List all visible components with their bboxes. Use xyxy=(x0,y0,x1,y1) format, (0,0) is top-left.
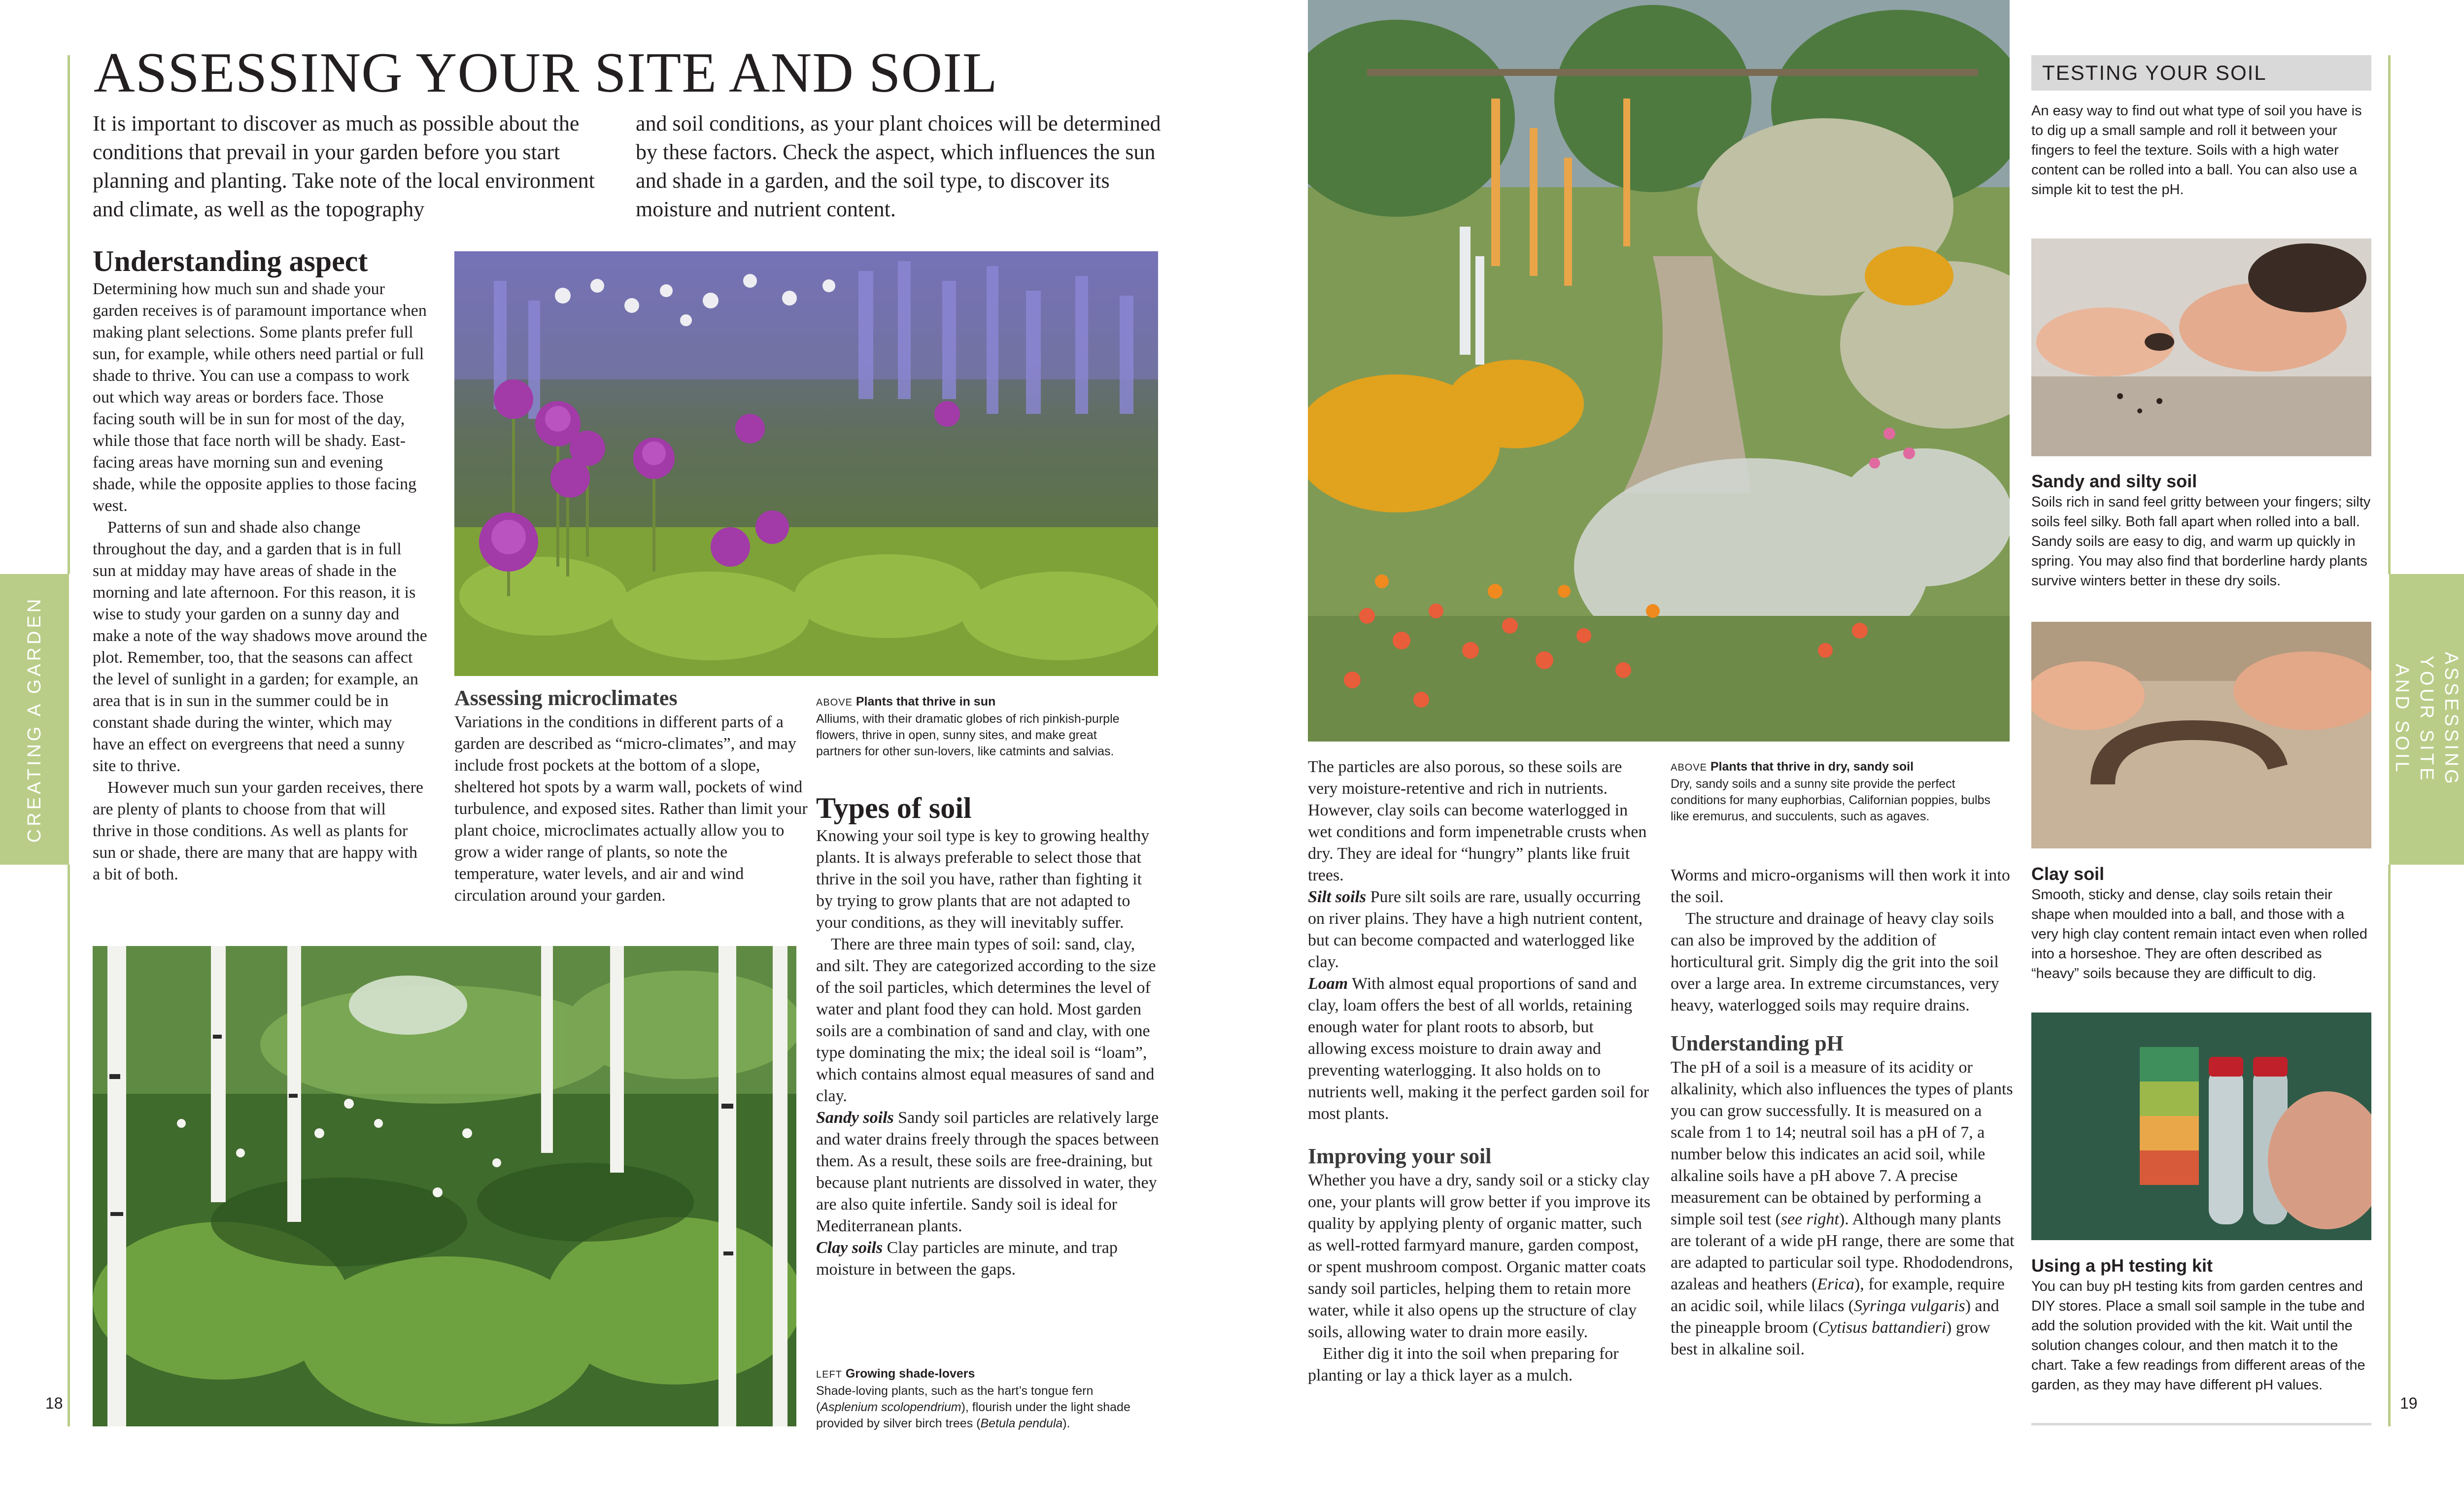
panel-bottom-rule xyxy=(2031,1423,2371,1425)
caption-text: Shade-loving plants, such as the hart’s tongue fern ( xyxy=(816,1384,1094,1414)
photo-clay-soil-horseshoe xyxy=(2031,622,2371,848)
aspect-heading: Understanding aspect xyxy=(93,245,368,277)
soil-paragraph-1: Knowing your soil type is key to growing healthy plants. It is always preferable to select those that thrive in the soil you have, rather than fighting it by trying to grow plants that are not adapted to your conditions, as they will inevitably suffer. xyxy=(816,827,1150,932)
caption-latin-name: Asplenium scolopendrium xyxy=(820,1400,961,1414)
panel-heading: TESTING YOUR SOIL xyxy=(2031,55,2371,91)
panel-clay-heading: Clay soil xyxy=(2031,864,2105,884)
section-tab-assessing-site-and-soil xyxy=(2389,574,2464,865)
silt-soils-term: Silt soils xyxy=(1308,888,1367,906)
loam-text: With almost equal proportions of sand and clay, loam offers the best of all worlds, retaining enough water for plant roots to absorb, but allowing excess moisture to drain away and preventing waterlogging. It also holds on to nutrients well, making it the perfect garden soil for most plants. xyxy=(1308,975,1649,1123)
caption-text: Alliums, with their dramatic globes of rich pinkish-purple flowers, thrive in open, sunny sites, and make great partners for other sun-lovers, like catmints and salvias. xyxy=(816,712,1120,758)
caption-title: Plants that thrive in dry, sandy soil xyxy=(1710,760,1914,774)
drainage-paragraph-2: The structure and drainage of heavy clay soils can also be improved by the addition of horticultural grit. Simply dig the grit into the soil over a large area. In extreme circumstances, very heavy, waterlogged soils may require drains. xyxy=(1671,910,1999,1014)
margin-rule xyxy=(68,865,70,1426)
page-number-right: 19 xyxy=(2400,1394,2418,1412)
photo-ph-testing-kit xyxy=(2031,1013,2371,1240)
loam-paragraph xyxy=(1308,973,1653,1125)
soil-paragraph-2: There are three main types of soil: sand, clay, and silt. They are categorized according to the size of the soil particles, which determines the level of water and plant food they can hold. Most garden soils are a combination of sand and clay, with one type dominating the mix; the ideal soil is “loam”, which contains almost equal measures of sand and clay. xyxy=(816,935,1156,1105)
section-tab-label: CREATING A GARDEN xyxy=(24,596,45,843)
aspect-body xyxy=(93,278,428,885)
sandy-soils-paragraph xyxy=(816,1107,1161,1237)
photo-sandy-soil-hands xyxy=(2031,238,2371,456)
dry-garden-illustration xyxy=(1308,0,2010,742)
types-of-soil-body xyxy=(816,825,1161,1281)
caption-dry-sandy-soil xyxy=(1671,759,2006,825)
caption-text: Dry, sandy soils and a sunny site provide the perfect conditions for many euphorbias, Californian poppies, bulbs like eremurus, and succulents, such as agaves. xyxy=(1671,777,1990,823)
caption-tag: ABOVE xyxy=(816,697,853,708)
soil-types-continued xyxy=(1308,756,1653,1125)
sandy-soils-text: Sandy soil particles are relatively large and water drains freely through the spaces between them. As a result, these soils are free-draining, but because plant nutrients are dissolved in water, they are also quite infertile. Sandy soil is ideal for Mediterranean plants. xyxy=(816,1109,1159,1235)
right-column-2 xyxy=(1671,865,2016,1360)
panel-sandy-text: Soils rich in sand feel gritty between your fingers; silty soils feel silky. Both fall apart when rolled into a ball. Sandy soils are easy to dig, and warm up quickly in spring. You may also find that borderline hardy plants survive winters better in these dry soils. xyxy=(2031,494,2371,589)
section-tab-creating-a-garden xyxy=(0,574,69,865)
types-of-soil-heading: Types of soil xyxy=(816,792,972,824)
caption-latin-name: Betula pendula xyxy=(980,1417,1063,1430)
panel-clay-text: Smooth, sticky and dense, clay soils retain their shape when moulded into a ball, and those with a very high clay content remain intact even when rolled into a horseshoe. They are often described as “heavy” soils because they are difficult to dig. xyxy=(2031,887,2367,981)
types-of-soil-section xyxy=(816,791,1161,1281)
loam-term: Loam xyxy=(1308,975,1348,993)
panel-sandy-section xyxy=(2031,471,2371,591)
sandy-soils-term: Sandy soils xyxy=(816,1109,894,1127)
photo-dry-sandy-soil-garden xyxy=(1308,0,2010,742)
ph-latin-name: Syringa vulgaris xyxy=(1854,1297,1965,1315)
panel-intro: An easy way to find out what type of soil you have is to dig up a small sample and roll it between your fingers to feel the texture. Soils with a high water content can be rolled into a ball. You can also use a simple kit to test the pH. xyxy=(2031,103,2362,198)
caption-tag: LEFT xyxy=(816,1369,842,1380)
silt-soils-text: Pure silt soils are rare, usually occurring on river plains. They have a high nutrient content, but can become compacted and waterlogged like clay. xyxy=(1308,888,1643,971)
drainage-body xyxy=(1671,865,2016,1016)
improving-soil-heading: Improving your soil xyxy=(1308,1144,1492,1168)
panel-ph-heading: Using a pH testing kit xyxy=(2031,1255,2213,1276)
ph-kit-illustration xyxy=(2031,1013,2371,1240)
caption-plants-in-sun xyxy=(816,694,1141,760)
clay-soils-text: Clay particles are minute, and trap moisture in between the gaps. xyxy=(816,1239,1118,1279)
ph-text: ). Although many plants are tolerant of a wide pH range, there are some that are adapted to particular soil type. Rhododendrons, azaleas and heathers ( xyxy=(1671,1210,2015,1293)
silt-soils-paragraph xyxy=(1308,886,1653,973)
clay-soils-paragraph xyxy=(816,1237,1161,1281)
ph-latin-name: Erica xyxy=(1817,1275,1854,1293)
caption-text: ), flourish under the light shade provided by silver birch trees ( xyxy=(816,1400,1130,1430)
margin-rule xyxy=(2388,865,2391,1426)
caption-text: ). xyxy=(1062,1417,1070,1430)
sandy-soil-illustration xyxy=(2031,238,2371,456)
clay-continued-paragraph: The particles are also porous, so these soils are very moisture-retentive and rich in nutrients. However, clay soils can become waterlogged in wet conditions and form impenetrable crusts when dry. They are ideal for “hungry” plants like fruit trees. xyxy=(1308,758,1647,884)
improving-soil-section xyxy=(1308,1143,1653,1386)
intro-column-2: and soil conditions, as your plant choices will be determined by these factors. Check the aspect, which influences the sun and shade in a garden, and the soil type, to discover its moisture and nutrient content. xyxy=(636,111,1161,221)
improving-soil-body xyxy=(1308,1170,1653,1386)
ph-text: The pH of a soil is a measure of its acidity or alkalinity, which also influences the types of plants you can grow successfully. It is measured on a scale from 1 to 14; neutral soil has a pH of 7, a number below this indicates an acid soil, while alkaline soils have a pH above 7. A precise measurement can be obtained by performing a simple soil test ( xyxy=(1671,1058,2013,1228)
clay-soil-illustration xyxy=(2031,622,2371,848)
aspect-paragraph-2: Patterns of sun and shade also change throughout the day, and a garden that is in full sun at midday may have areas of shade in the morning and late afternoon. For this reason, it is wise to study your garden on a sunny day and make a note of the way shadows move around the plot. Remember, too, that the seasons can affect the level of sunlight in a garden; for example, an area that is in sun in the summer could be in constant shade during the winter, which may have an effect on evergreens that need a sunny site to thrive. xyxy=(93,518,427,775)
ph-text: ) grow best in alkaline soil. xyxy=(1671,1318,1990,1358)
clay-soils-term: Clay soils xyxy=(816,1239,883,1257)
ph-text: ) and the pineapple broom ( xyxy=(1671,1297,1999,1337)
aspect-section xyxy=(93,244,428,885)
margin-rule xyxy=(68,55,70,574)
microclimates-body: Variations in the conditions in different parts of a garden are described as “micro-climates”, and may include frost pockets at the bottom of a slope, sheltered hot spots by a warm wall, pockets of wind turbulence, and exposed sites. Rather than limit your plant choice, microclimates actually allow you to grow a wider range of plants, so note the temperature, water levels, and air and wind circulation around your garden. xyxy=(454,713,808,905)
caption-tag: ABOVE xyxy=(1671,762,1707,773)
microclimates-section xyxy=(454,685,809,907)
panel-ph-text: You can buy pH testing kits from garden centres and DIY stores. Place a small soil sample in the tube and add the solution provided with the kit. Wait until the solution changes colour, and then match it to the chart. Take a few readings from different areas of the garden, as they may have different pH values. xyxy=(2031,1279,2365,1393)
caption-title: Plants that thrive in sun xyxy=(856,695,996,709)
drainage-paragraph-1: Worms and micro-organisms will then work it into the soil. xyxy=(1671,866,2010,906)
photo-shade-lovers xyxy=(93,946,796,1426)
page-number-left: 18 xyxy=(45,1394,63,1412)
improving-paragraph-1: Whether you have a dry, sandy soil or a sticky clay one, your plants will grow better if you improve its quality by applying plenty of organic matter, such as well-rotted farmyard manure, garden compost, or spent mushroom compost. Organic matter coats sandy soil particles, helping them to retain more water, while it also opens up the structure of clay soils, allowing water to drain more easily. xyxy=(1308,1171,1650,1341)
panel-clay-section xyxy=(2031,863,2371,983)
photo-alliums-in-sun xyxy=(454,251,1158,676)
page-title: ASSESSING YOUR SITE AND SOIL xyxy=(94,41,998,104)
panel-ph-section xyxy=(2031,1255,2371,1395)
section-tab-label: ASSESSING YOUR SITE AND SOIL xyxy=(2392,652,2462,787)
caption-shade-lovers xyxy=(816,1366,1141,1432)
microclimates-heading: Assessing microclimates xyxy=(454,686,678,710)
ph-text: ), for example, require an acidic soil, while lilacs ( xyxy=(1671,1275,2005,1315)
ph-body xyxy=(1671,1057,2016,1360)
improving-paragraph-2: Either dig it into the soil when preparing for planting or lay a thick layer as a mulch. xyxy=(1308,1345,1619,1385)
aspect-paragraph-1: Determining how much sun and shade your garden receives is of paramount importance when making plant selections. Some plants prefer full sun, for example, while others need partial or full shade to thrive. You can use a compass to work out which way areas or borders face. Those facing south will be in sun for most of the day, while those that face north will be shady. East-facing areas have morning sun and evening shade, while the opposite applies to those facing west. xyxy=(93,280,427,515)
alliums-illustration xyxy=(454,251,1158,676)
panel-sandy-heading: Sandy and silty soil xyxy=(2031,471,2197,491)
caption-title: Growing shade-lovers xyxy=(845,1367,975,1381)
aspect-paragraph-3: However much sun your garden receives, there are plenty of plants to choose from that will thrive in those conditions. As well as plants for sun or shade, there are many that are happy with a bit of both. xyxy=(93,778,424,883)
shade-garden-illustration xyxy=(93,946,796,1426)
intro-column-1: It is important to discover as much as possible about the conditions that prevail in your garden before you start planning and planting. Take note of the local environment and climate, as well as the topography xyxy=(93,111,595,221)
ph-cross-reference: see right xyxy=(1780,1210,1839,1228)
ph-heading: Understanding pH xyxy=(1671,1031,1844,1055)
ph-latin-name: Cytisus battandieri xyxy=(1818,1318,1947,1337)
margin-rule xyxy=(2388,55,2391,574)
